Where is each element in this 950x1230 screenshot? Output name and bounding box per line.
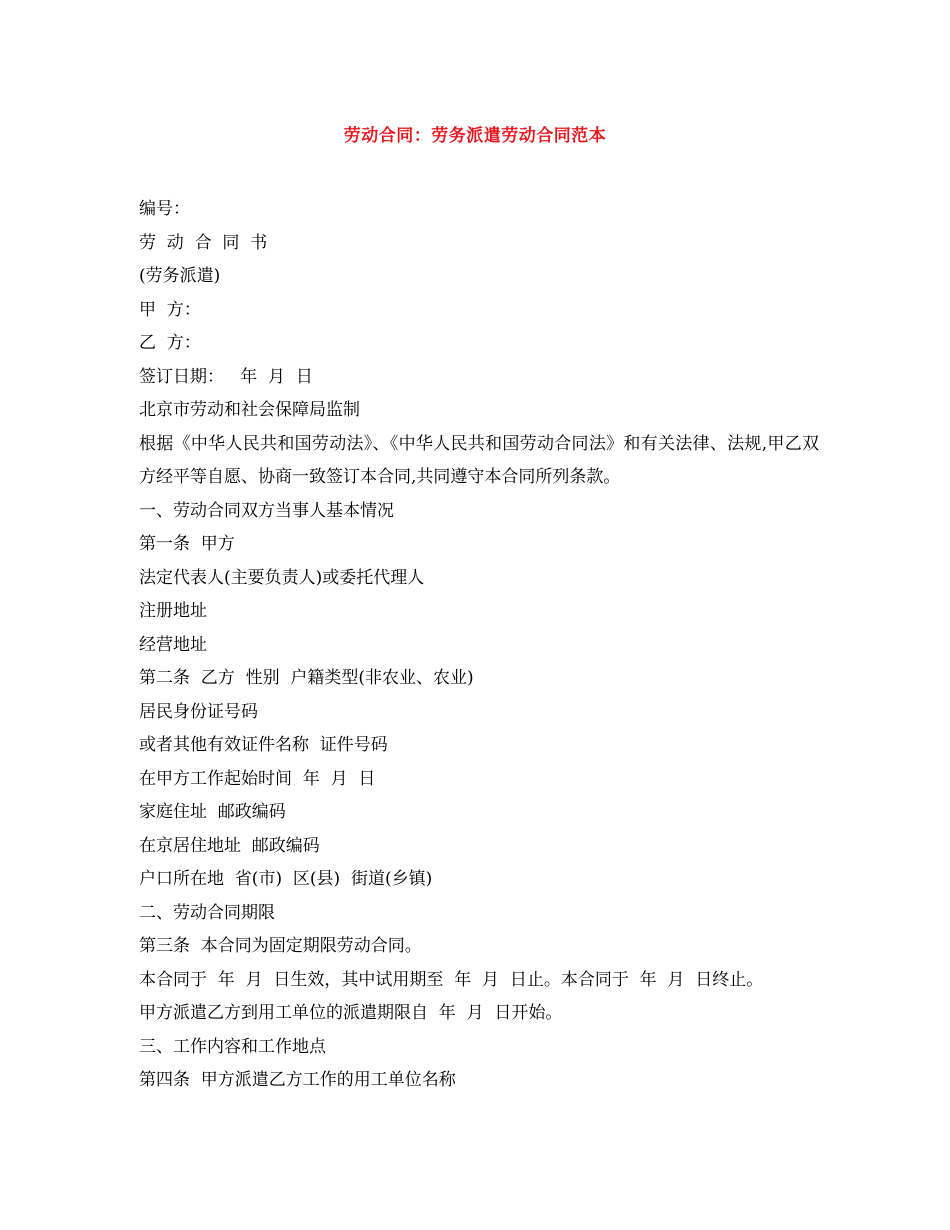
document-body (139, 193, 819, 1098)
contract-heading: 劳 动 合 同 书 (139, 232, 268, 253)
contract-number-label: 编号： (139, 199, 190, 219)
field-line: 经营地址 (139, 634, 207, 655)
contract-subheading: (劳务派遣) (139, 266, 221, 286)
supervisor-line: 北京市劳动和社会保障局监制 (139, 400, 360, 420)
field-line: 在京居住地址 邮政编码 (139, 835, 320, 856)
term-line: 甲方派遣乙方到用工单位的派遣期限自 年 月 日开始。 (139, 1003, 563, 1023)
preamble-paragraph: 根据《中华人民共和国劳动法》、《中华人民共和国劳动合同法》和有关法律、法规,甲乙双方经平等自愿、协商一致签订本合同,共同遵守本合同所列条款。 (139, 433, 819, 487)
party-a-label: 甲 方： (139, 299, 201, 320)
article-line: 第一条 甲方 (139, 534, 235, 554)
term-line: 本合同于 年 月 日生效，其中试用期至 年 月 日止。本合同于 年 月 日终止。 (139, 969, 764, 990)
article-line: 第三条 本合同为固定期限劳动合同。 (139, 936, 422, 956)
section-heading: 三、工作内容和工作地点 (139, 1036, 326, 1057)
article-line: 第二条 乙方 性别 户籍类型(非农业、农业) (139, 668, 474, 688)
field-line: 家庭住址 邮政编码 (139, 802, 286, 822)
section-heading: 二、劳动合同期限 (139, 902, 275, 923)
field-line: 法定代表人(主要负责人)或委托代理人 (139, 567, 425, 588)
document-title: 劳动合同：劳务派遣劳动合同范本 (343, 126, 607, 146)
field-line: 户口所在地 省(市) 区(县) 街道(乡镇) (139, 869, 433, 889)
field-line: 或者其他有效证件名称 证件号码 (139, 735, 388, 755)
party-b-label: 乙 方： (139, 333, 201, 353)
field-line: 居民身份证号码 (139, 701, 258, 722)
field-line: 在甲方工作起始时间 年 月 日 (139, 768, 376, 789)
field-line: 注册地址 (139, 601, 207, 621)
article-line: 第四条 甲方派遣乙方工作的用工单位名称 (139, 1070, 456, 1090)
signing-date-label: 签订日期： 年 月 日 (139, 366, 313, 387)
section-heading: 一、劳动合同双方当事人基本情况 (139, 500, 394, 521)
